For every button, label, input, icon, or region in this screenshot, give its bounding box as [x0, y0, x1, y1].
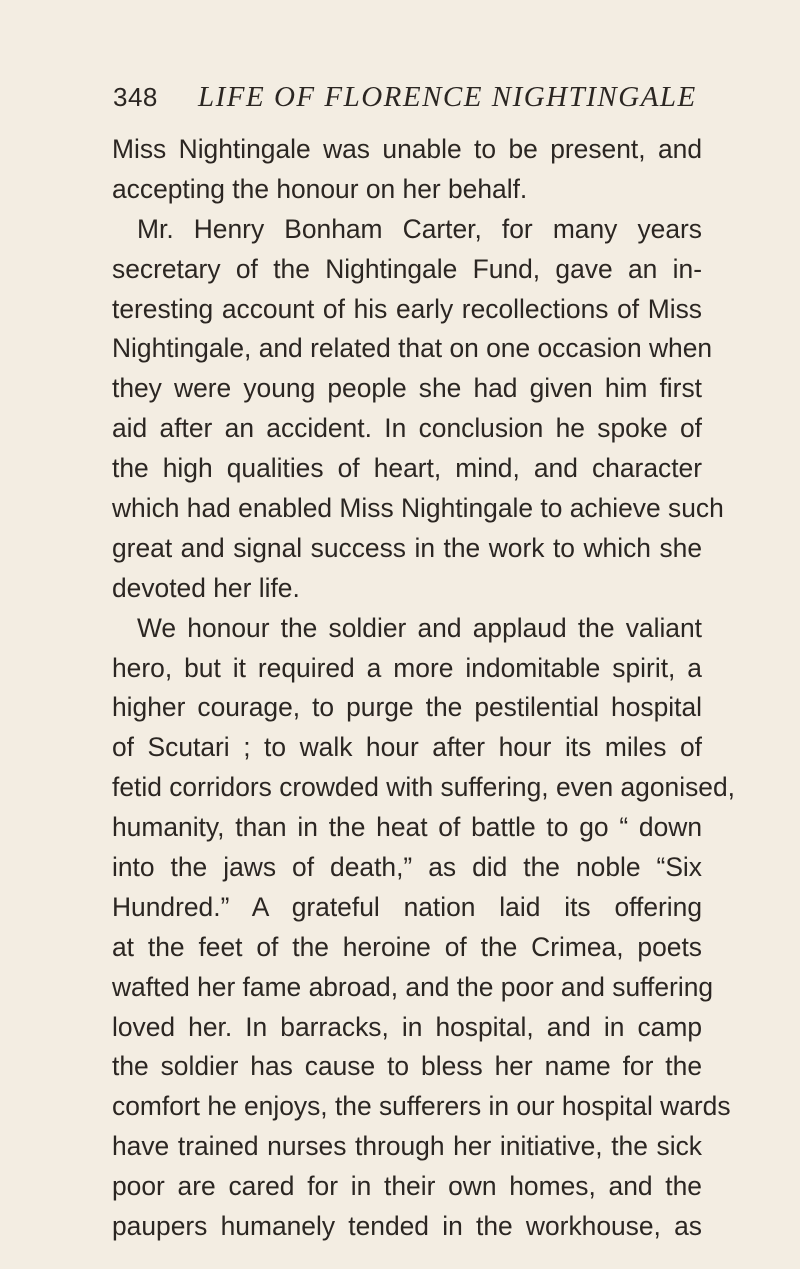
- text-line: have trained nurses through her initiative, the sick: [112, 1131, 702, 1162]
- running-head: [113, 82, 703, 122]
- text-line: the high qualities of heart, mind, and character: [112, 453, 702, 484]
- text-line: hero, but it required a more indomitable spirit, a: [112, 652, 702, 683]
- text-line: Hundred.” A grateful nation laid its offering: [112, 891, 702, 922]
- page-number: 348: [113, 82, 158, 112]
- text-line: secretary of the Nightingale Fund, gave an in-: [112, 253, 702, 284]
- text-line: comfort he enjoys, the sufferers in our hospital wards: [112, 1091, 731, 1122]
- text-line: wafted her fame abroad, and the poor and suffering: [112, 971, 714, 1002]
- text-line: accepting the honour on her behalf.: [112, 173, 528, 204]
- text-line: devoted her life.: [112, 572, 300, 603]
- text-line: fetid corridors crowded with suffering, even agonised,: [112, 772, 735, 803]
- text-line: great and signal success in the work to which she: [112, 532, 702, 563]
- text-line: higher courage, to purge the pestilential hospital: [112, 692, 702, 723]
- text-line: We honour the soldier and applaud the valiant: [137, 612, 702, 643]
- text-line: Mr. Henry Bonham Carter, for many years: [137, 213, 702, 244]
- text-line: the soldier has cause to bless her name for the: [112, 1051, 702, 1082]
- text-line: poor are cared for in their own homes, and the: [112, 1171, 702, 1202]
- text-line: aid after an accident. In conclusion he spoke of: [112, 413, 702, 444]
- text-line: they were young people she had given him first: [112, 373, 702, 404]
- text-line: which had enabled Miss Nightingale to achieve such: [112, 493, 724, 524]
- text-line: paupers humanely tended in the workhouse, as: [112, 1211, 702, 1242]
- running-title: LIFE OF FLORENCE NIGHTINGALE: [198, 81, 697, 113]
- text-line: loved her. In barracks, in hospital, and in camp: [112, 1011, 702, 1042]
- text-line: Miss Nightingale was unable to be present, and: [112, 134, 702, 164]
- text-line: teresting account of his early recollections of Miss: [112, 293, 702, 324]
- text-line: of Scutari ; to walk hour after hour its miles of: [112, 732, 702, 763]
- text-line: Nightingale, and related that on one occasion when: [112, 333, 713, 364]
- text-line: into the jaws of death,” as did the noble “Six: [112, 852, 702, 883]
- text-line: humanity, than in the heat of battle to go “ down: [112, 812, 702, 843]
- body-text: [112, 130, 735, 1247]
- text-line: at the feet of the heroine of the Crimea, poets: [112, 931, 702, 962]
